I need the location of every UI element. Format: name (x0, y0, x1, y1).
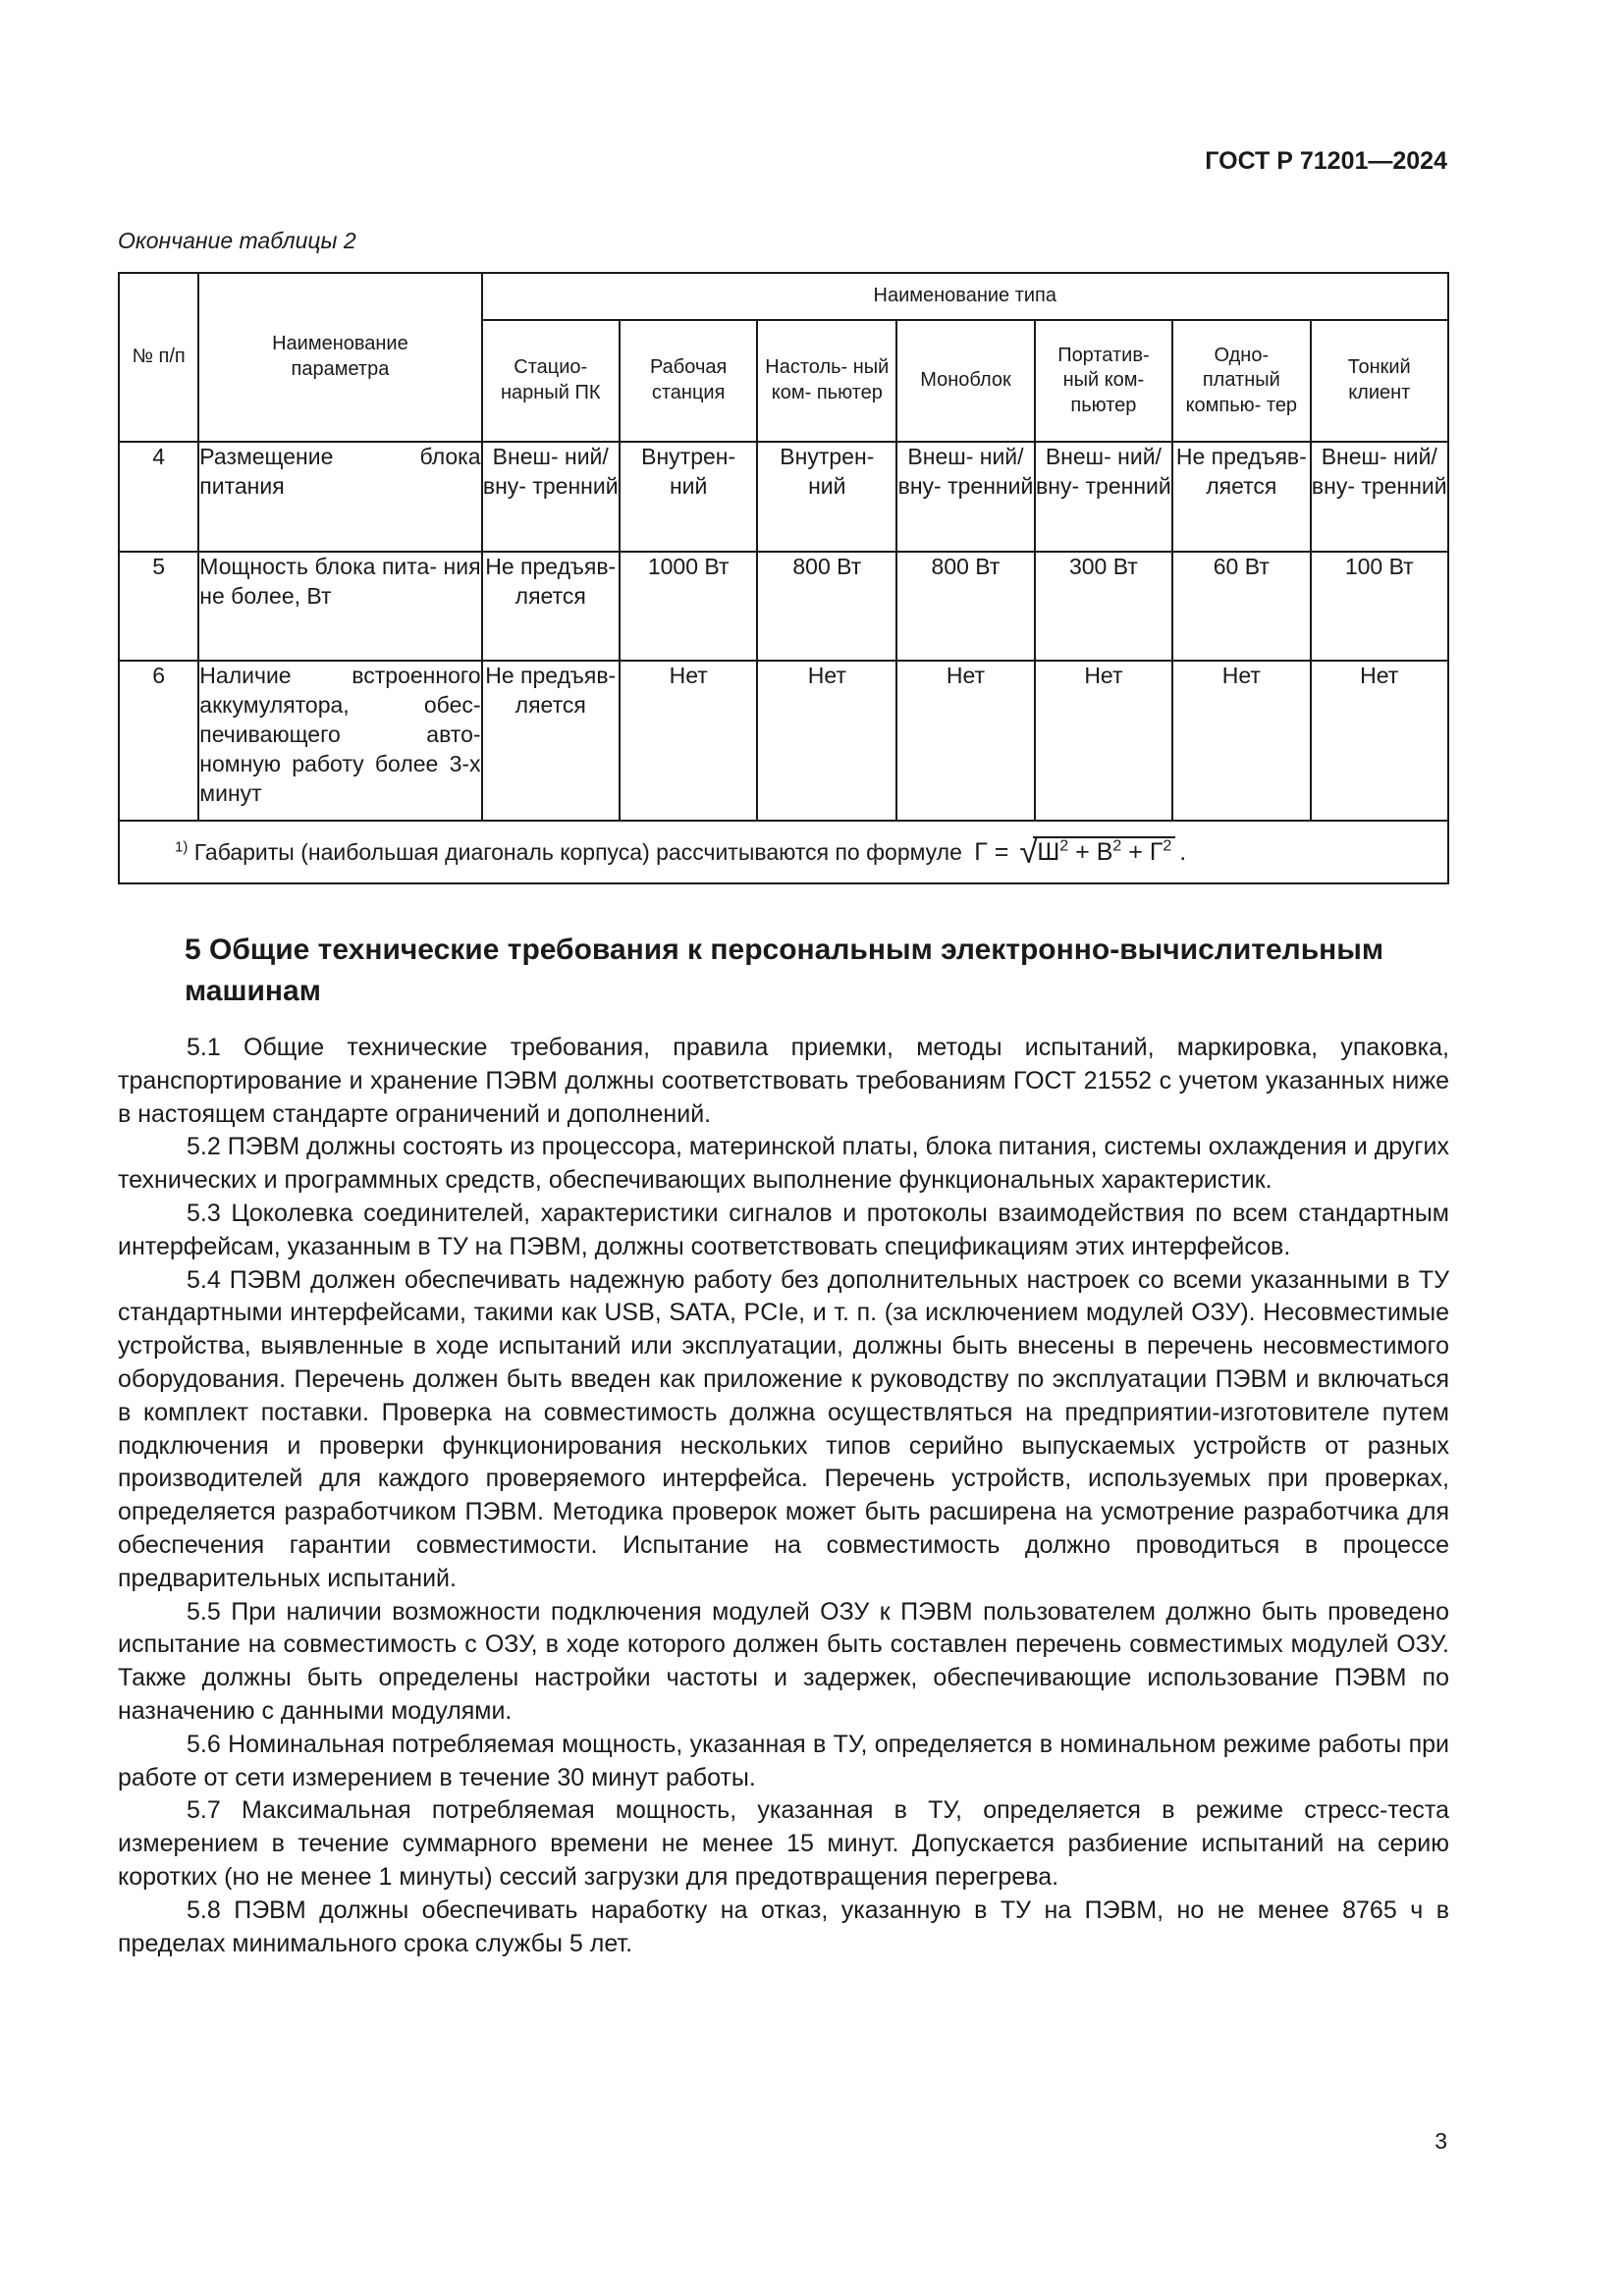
row-value: 60 Вт (1172, 552, 1310, 661)
row-parameter: Наличие встроенного аккумулятора, обес- печивающего авто- номную работу более 3-х минут (198, 661, 481, 821)
paragraph: 5.8 ПЭВМ должны обеспечивать наработку на отказ, указанную в ТУ на ПЭВМ, но не менее 8765 ч в пределах минимального срока службы 5 лет. (118, 1896, 1449, 1957)
row-value: Нет (1035, 661, 1172, 821)
row-number: 6 (119, 661, 198, 821)
paragraph: 5.5 При наличии возможности подключения модулей ОЗУ к ПЭВМ пользователем должно быть проведено испытание на совместимость с ОЗУ, в ходе которого должен быть составлен перечень совместимых модулей ОЗУ. Также должны быть определены настройки частоты и задержек, обеспечивающие использование ПЭВМ по назначению с данными модулями. (118, 1597, 1449, 1725)
row-value: Нет (896, 661, 1034, 821)
row-value: Не предъяв- ляется (482, 552, 620, 661)
paragraph: 5.6 Номинальная потребляемая мощность, указанная в ТУ, определяется в номинальном режиме работы при работе от сети измерением в течение 30 минут работы. (118, 1730, 1449, 1791)
section-body (118, 1032, 1449, 1960)
section-title: 5 Общие технические требования к персональным электронно-вычислительным машинам (185, 934, 1384, 1007)
diagonal-formula: Г = √ $Ш^2 + В^2 + Г^2$ . (974, 832, 1187, 871)
row-value: Внутрен- ний (620, 442, 757, 552)
row-value: Не предъяв- ляется (1172, 442, 1310, 552)
col-num-header: № п/п (119, 273, 198, 442)
row-value: Внеш- ний/вну- тренний (1311, 442, 1448, 552)
row-value: Нет (620, 661, 757, 821)
type-header: Портатив- ный ком- пьютер (1035, 320, 1172, 442)
paragraph: 5.2 ПЭВМ должны состоять из процессора, материнской платы, блока питания, системы охлаждения и других технических и программных средств, обеспечивающих выполнение функциональных характеристик. (118, 1133, 1449, 1195)
paragraph: 5.3 Цоколевка соединителей, характеристики сигналов и протоколы взаимодействия по всем стандартным интерфейсам, указанным в ТУ на ПЭВМ, должны соответствовать спецификациям этих интерфейсов. (118, 1199, 1449, 1260)
type-header: Настоль- ный ком- пьютер (757, 320, 896, 442)
row-value: 300 Вт (1035, 552, 1172, 661)
row-value: Внутрен- ний (757, 442, 896, 552)
row-value: Внеш- ний/вну- тренний (482, 442, 620, 552)
row-value: 100 Вт (1311, 552, 1448, 661)
type-header: Тонкий клиент (1311, 320, 1448, 442)
paragraph: 5.1 Общие технические требования, правила приемки, методы испытаний, маркировка, упаковка, транспортирование и хранение ПЭВМ должны соответствовать требованиям ГОСТ 21552 с учетом указанных ниже в настоящем стандарте ограничений и дополнений. (118, 1034, 1449, 1128)
table-row (119, 661, 1448, 821)
row-number: 5 (119, 552, 198, 661)
footnote-marker: 1) (175, 838, 189, 856)
type-header: Рабочая станция (620, 320, 757, 442)
row-parameter: Мощность блока пита- ния не более, Вт (198, 552, 481, 661)
footnote-text: Габариты (наибольшая диагональ корпуса) рассчитываются по формуле (193, 838, 962, 865)
row-value: 800 Вт (757, 552, 896, 661)
row-value: Внеш- ний/вну- тренний (1035, 442, 1172, 552)
row-value: Нет (757, 661, 896, 821)
square-root: √ $Ш^2 + В^2 + Г^2$ (1019, 836, 1175, 869)
spec-table (118, 272, 1449, 884)
type-header: Стацио- нарный ПК (482, 320, 620, 442)
table-footnote (119, 821, 1448, 883)
row-value: Внеш- ний/вну- тренний (896, 442, 1034, 552)
row-number: 4 (119, 442, 198, 552)
row-parameter: Размещение блока питания (198, 442, 481, 552)
type-group-header: Наименование типа (482, 273, 1448, 320)
row-value: 800 Вт (896, 552, 1034, 661)
type-header: Моноблок (896, 320, 1034, 442)
row-value: Нет (1311, 661, 1448, 821)
type-header: Одно- платный компью- тер (1172, 320, 1310, 442)
col-param-header: Наименование параметра (198, 273, 481, 442)
document-code: ГОСТ Р 71201—2024 (1205, 147, 1447, 175)
paragraph: 5.4 ПЭВМ должен обеспечивать надежную работу без дополнительных настроек со всеми указанными в ТУ стандартными интерфейсами, такими как USB, SATA, PCIe, и т. п. (за исключением модулей ОЗУ). Несовместимые устройства, выявленные в ходе испытаний или эксплуатации, должны быть внесены в перечень несовместимого оборудования. Перечень должен быть введен как приложение к руководству по эксплуатации ПЭВМ и включаться в комплект поставки. Проверка на совместимость должна осуществляться на предприятии-изготовителе путем подключения и проверки функционирования нескольких типов серийно выпускаемых устройств от разных производителей для каждого проверяемого интерфейса. Перечень устройств, используемых при проверках, определяется разработчиком ПЭВМ. Методика проверок может быть расширена на усмотрение разработчика для обеспечения гарантии совместимости. Испытание на совместимость должно проводиться в процессе предварительных испытаний. (118, 1265, 1449, 1592)
table-row (119, 442, 1448, 552)
paragraph: 5.7 Максимальная потребляемая мощность, указанная в ТУ, определяется в режиме стресс-теста измерением в течение суммарного времени не менее 15 минут. Допускается разбиение испытаний на серию коротких (но не менее 1 минуты) сессий загрузки для предотвращения перегрева. (118, 1796, 1449, 1891)
table-caption: Окончание таблицы 2 (118, 228, 356, 253)
page-number: 3 (1435, 2128, 1447, 2154)
row-value: Не предъяв- ляется (482, 661, 620, 821)
row-value: 1000 Вт (620, 552, 757, 661)
table-row (119, 552, 1448, 661)
row-value: Нет (1172, 661, 1310, 821)
